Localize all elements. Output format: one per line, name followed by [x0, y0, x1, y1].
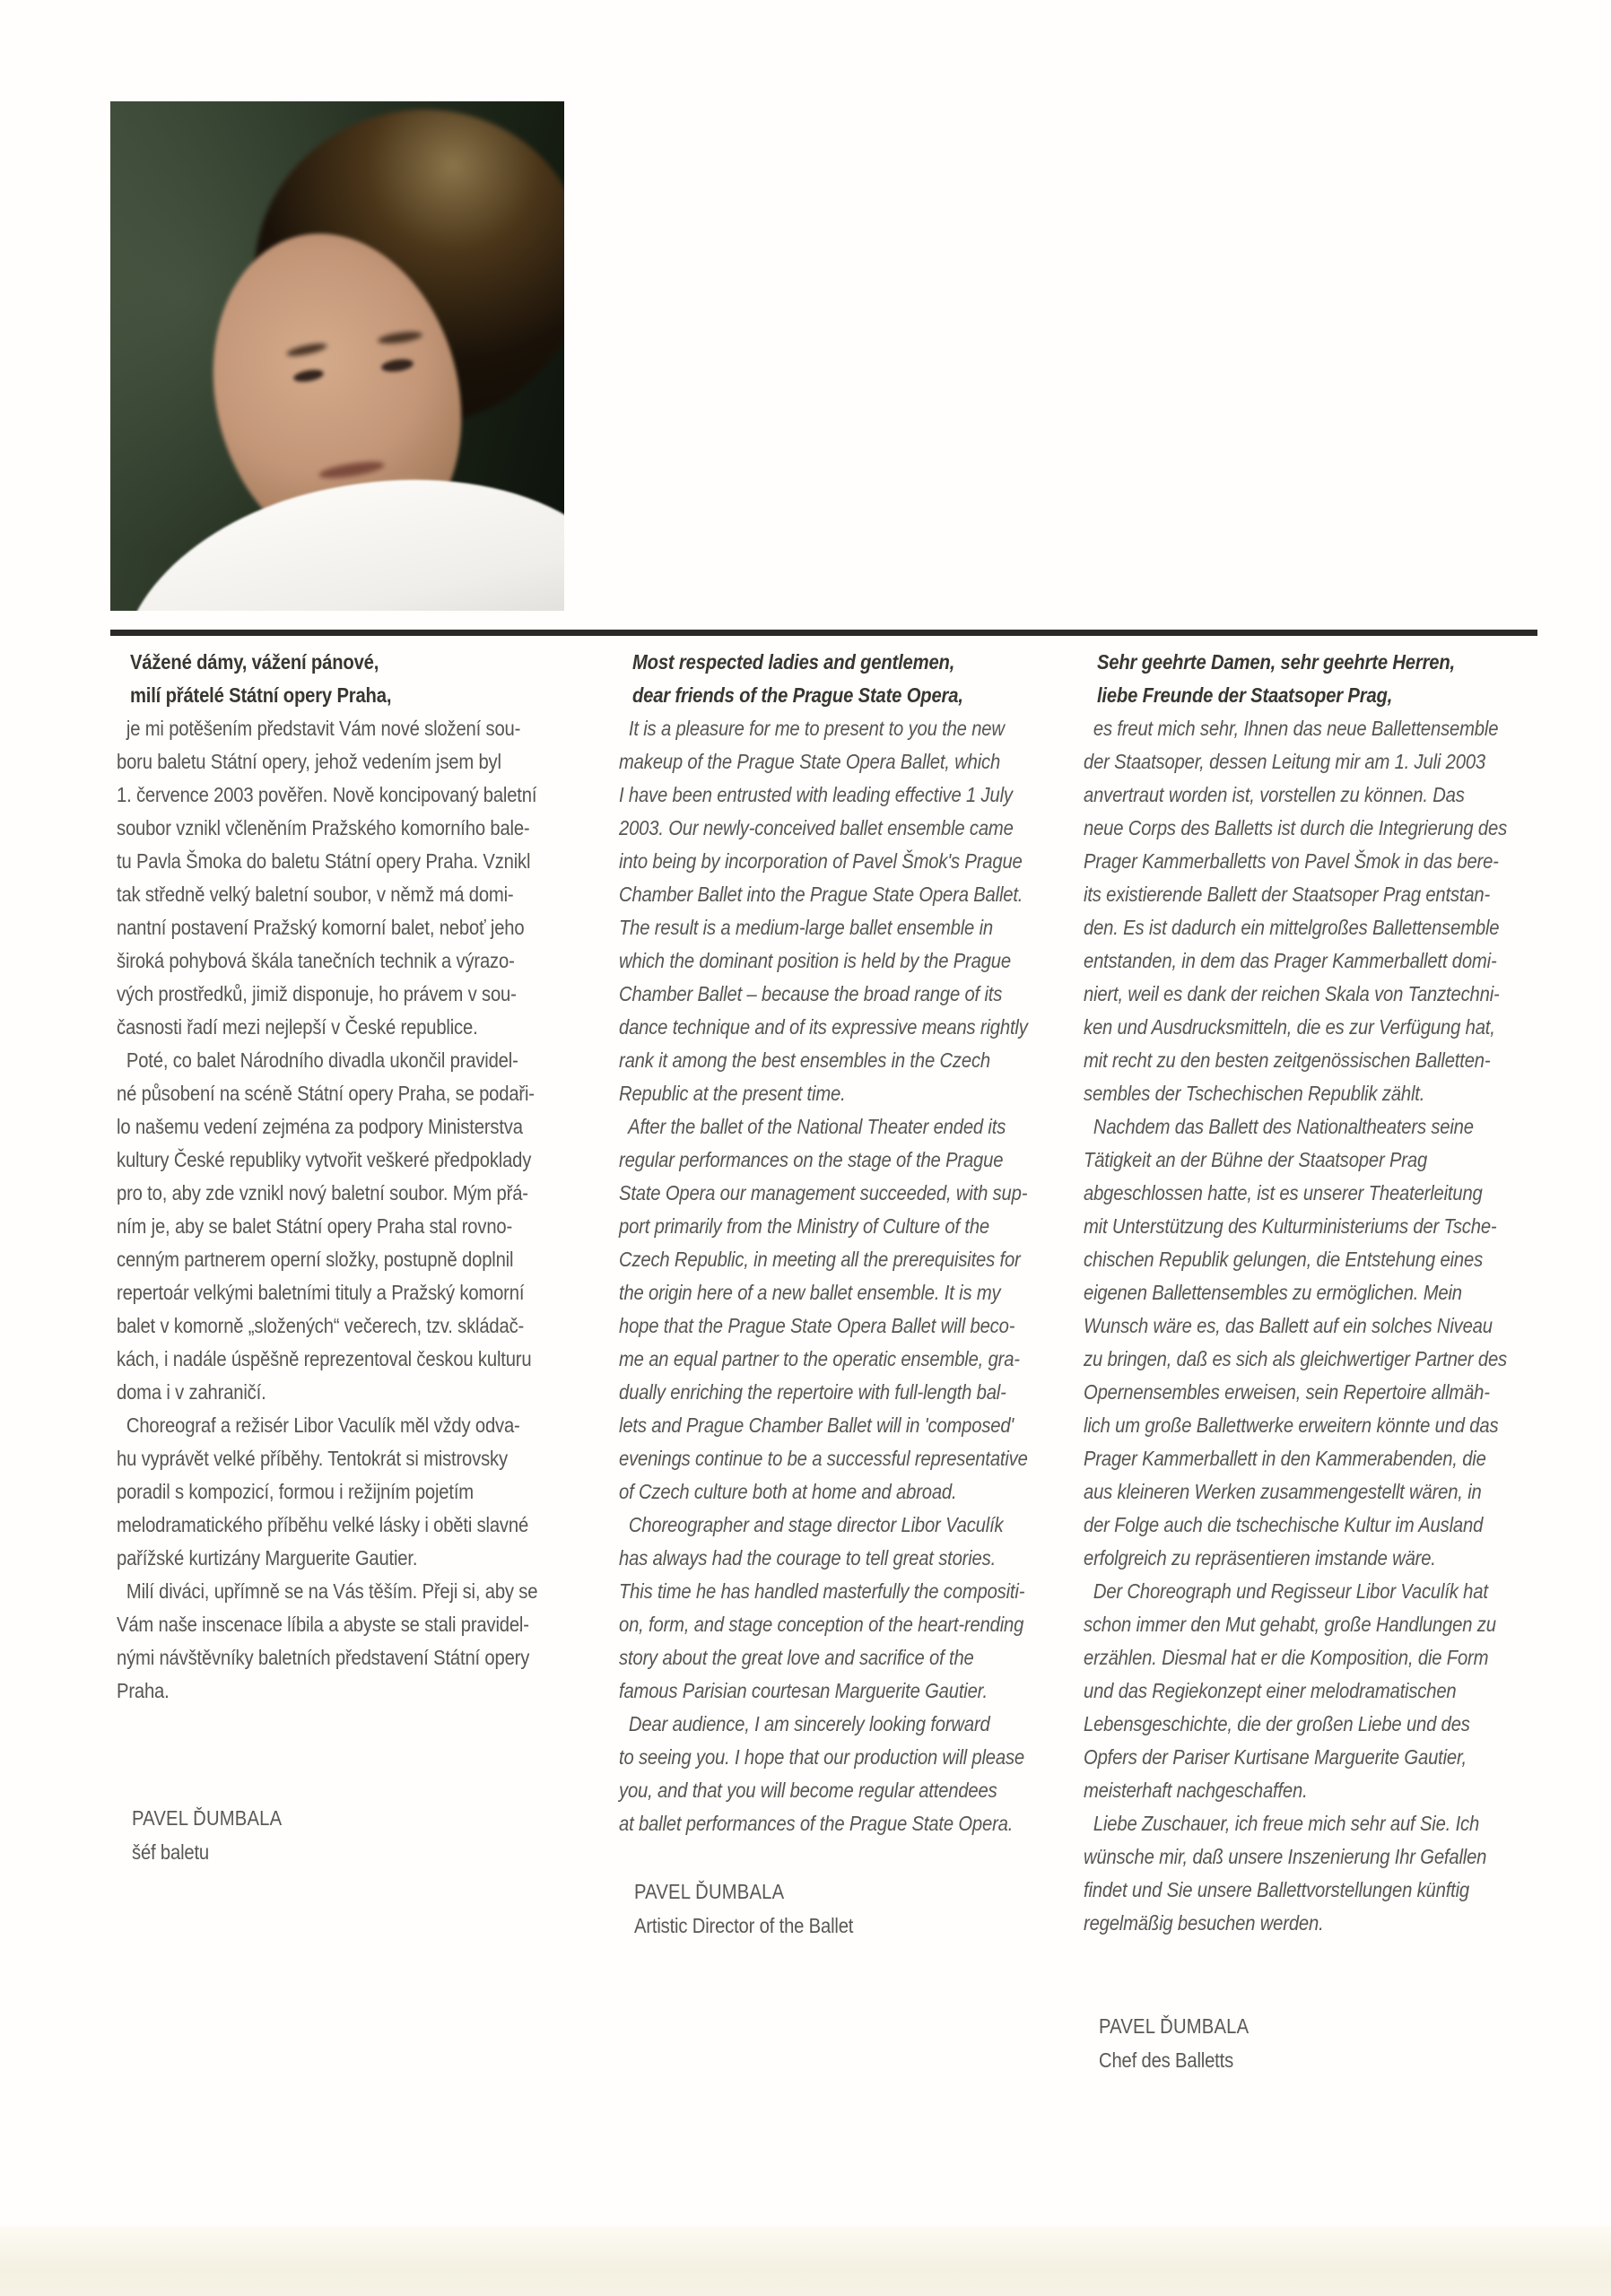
text-line: cenným partnerem operní složky, postupně doplnil [117, 1248, 514, 1271]
text-line: State Opera our management succeeded, with sup- [619, 1181, 1028, 1205]
text-line: der Staatsoper, dessen Leitung mir am 1. Juli 2003 [1084, 750, 1486, 773]
text-line: makeup of the Prague State Opera Ballet, which [619, 750, 1001, 773]
text-line: tak středně velký baletní soubor, v němž má domi- [117, 883, 514, 906]
text-line: Opfers der Pariser Kurtisane Marguerite Gautier, [1084, 1745, 1467, 1769]
text-line: Chamber Ballet into the Prague State Opera Ballet. [619, 883, 1023, 906]
german-body-text [1084, 712, 1526, 1940]
text-line: Nachdem das Ballett des Nationaltheaters seine [1084, 1115, 1474, 1138]
text-line: široká pohybová škála tanečních technik a výrazo- [117, 949, 515, 972]
czech-body-text [117, 712, 559, 1708]
text-line: I have been entrusted with leading effective 1 July [619, 783, 1013, 806]
text-line: you, and that you will become regular attendees [619, 1779, 997, 1802]
text-line: port primarily from the Ministry of Culture of the [619, 1214, 990, 1238]
text-line: hope that the Prague State Opera Ballet will beco- [619, 1314, 1015, 1337]
signature-name: PAVEL ĎUMBALA [132, 1806, 283, 1830]
text-line: pařížské kurtizány Marguerite Gautier. [117, 1546, 418, 1570]
text-line: kultury České republiky vytvořit veškeré předpoklady [117, 1148, 532, 1171]
text-line: famous Parisian courtesan Marguerite Gautier. [619, 1679, 988, 1702]
text-line: regelmäßig besuchen werden. [1084, 1911, 1324, 1935]
text-line: neue Corps des Balletts ist durch die Integrierung des [1084, 816, 1508, 839]
text-line: story about the great love and sacrifice of the [619, 1646, 974, 1669]
czech-heading [117, 646, 559, 712]
text-line: Choreograf a režisér Libor Vaculík měl vždy odva- [117, 1413, 520, 1437]
text-line: eigenen Ballettensembles zu ermöglichen. Mein [1084, 1281, 1462, 1304]
column-german [1084, 646, 1526, 1940]
signature-english [634, 1874, 853, 1943]
text-line: on, form, and stage conception of the heart-rending [619, 1613, 1024, 1636]
text-line: Prager Kammerballett in den Kammerabenden, die [1084, 1447, 1486, 1470]
text-line: Tätigkeit an der Bühne der Staatsoper Prag [1084, 1148, 1428, 1171]
text-line: It is a pleasure for me to present to you the new [619, 717, 1005, 740]
signature-german [1099, 2009, 1249, 2077]
signature-role: šéf baletu [132, 1840, 210, 1864]
portrait-photo [110, 101, 564, 611]
scan-edge-band [0, 2226, 1611, 2296]
text-line: poradil s kompozicí, formou i režijním pojetím [117, 1480, 474, 1503]
text-line: evenings continue to be a successful representative [619, 1447, 1028, 1470]
text-line: its existierende Ballett der Staatsoper Prag entstan- [1084, 883, 1491, 906]
text-line: at ballet performances of the Prague State Opera. [619, 1812, 1014, 1835]
text-line: The result is a medium-large ballet ensemble in [619, 916, 993, 939]
text-line: den. Es ist dadurch ein mittelgroßes Ballettensemble [1084, 916, 1500, 939]
text-line: und das Regiekonzept einer melodramatischen [1084, 1679, 1457, 1702]
text-line: rank it among the best ensembles in the Czech [619, 1048, 990, 1072]
text-line: kách, i nadále úspěšně reprezentoval českou kulturu [117, 1347, 532, 1370]
text-line: es freut mich sehr, Ihnen das neue Ballettensemble [1084, 717, 1499, 740]
text-line: schon immer den Mut gehabt, große Handlungen zu [1084, 1613, 1496, 1636]
heading-line: liebe Freunde der Staatsoper Prag, [1096, 683, 1393, 707]
text-line: Republic at the present time. [619, 1082, 846, 1105]
text-line: né působení na scéně Státní opery Praha, se podaři- [117, 1082, 535, 1105]
text-line: dually enriching the repertoire with full-length bal- [619, 1380, 1006, 1404]
text-line: Liebe Zuschauer, ich freue mich sehr auf Sie. Ich [1084, 1812, 1480, 1835]
text-line: 2003. Our newly-conceived ballet ensemble came [619, 816, 1014, 839]
text-line: hu vyprávět velké příběhy. Tentokrát si mistrovsky [117, 1447, 508, 1470]
text-line: boru baletu Státní opery, jehož vedením jsem byl [117, 750, 501, 773]
text-line: Milí diváci, upřímně se na Vás těším. Přeji si, aby se [117, 1579, 538, 1603]
text-line: melodramatického příběhu velké lásky i oběti slavné [117, 1513, 529, 1536]
text-line: me an equal partner to the operatic ensemble, gra- [619, 1347, 1020, 1370]
text-line: lich um große Ballettwerke erweitern könnte und das [1084, 1413, 1499, 1437]
text-line: Lebensgeschichte, die der großen Liebe und des [1084, 1712, 1470, 1735]
text-line: Opernensembles erweisen, sein Repertoire allmäh- [1084, 1380, 1490, 1404]
text-line: erfolgreich zu repräsentieren imstande wäre. [1084, 1546, 1436, 1570]
text-line: Czech Republic, in meeting all the prerequisites for [619, 1248, 1021, 1271]
text-line: Choreographer and stage director Libor Vaculík [619, 1513, 1004, 1536]
column-czech [117, 646, 559, 1708]
text-line: which the dominant position is held by the Prague [619, 949, 1011, 972]
text-line: chischen Republik gelungen, die Entstehung eines [1084, 1248, 1484, 1271]
text-line: regular performances on the stage of the Prague [619, 1148, 1004, 1171]
text-line: meisterhaft nachgeschaffen. [1084, 1779, 1308, 1802]
text-line: sembles der Tschechischen Republik zählt. [1084, 1082, 1425, 1105]
text-line: mit recht zu den besten zeitgenössischen Balletten- [1084, 1048, 1491, 1072]
heading-line: Sehr geehrte Damen, sehr geehrte Herren, [1096, 650, 1455, 674]
signature-name: PAVEL ĎUMBALA [634, 1880, 785, 1903]
english-body-text [619, 712, 1061, 1840]
text-line: Praha. [117, 1679, 170, 1702]
text-line: anvertraut worden ist, vorstellen zu können. Das [1084, 783, 1465, 806]
text-line: doma i v zahraničí. [117, 1380, 266, 1404]
text-line: niert, weil es dank der reichen Skala von Tanztechni- [1084, 982, 1500, 1005]
text-line: has always had the courage to tell great stories. [619, 1546, 997, 1570]
text-line: je mi potěšením představit Vám nové složení sou- [117, 717, 521, 740]
text-line: After the ballet of the National Theater ended its [619, 1115, 1006, 1138]
heading-line: milí přátelé Státní opery Praha, [129, 683, 392, 707]
text-line: vých prostředků, jimiž disponuje, ho právem v sou- [117, 982, 517, 1005]
text-line: erzählen. Diesmal hat er die Komposition, die Form [1084, 1646, 1489, 1669]
text-line: entstanden, in dem das Prager Kammerballett domi- [1084, 949, 1497, 972]
text-line: pro to, aby zde vznikl nový baletní soubor. Mým přá- [117, 1181, 528, 1205]
english-heading [619, 646, 1061, 712]
text-line: tu Pavla Šmoka do baletu Státní opery Praha. Vznikl [117, 849, 531, 873]
text-line: This time he has handled masterfully the compositi- [619, 1579, 1025, 1603]
text-line: into being by incorporation of Pavel Šmok's Prague [619, 849, 1023, 873]
text-line: 1. července 2003 pověřen. Nově koncipovaný baletní [117, 783, 537, 806]
text-line: ním je, aby se balet Státní opery Praha stal rovno- [117, 1214, 513, 1238]
text-line: lets and Prague Chamber Ballet will in 'composed' [619, 1413, 1014, 1437]
text-line: to seeing you. I hope that our production will please [619, 1745, 1025, 1769]
signature-role: Chef des Balletts [1099, 2048, 1234, 2072]
text-line: ken und Ausdrucksmitteln, die es zur Verfügung hat, [1084, 1015, 1495, 1039]
text-line: Dear audience, I am sincerely looking forward [619, 1712, 990, 1735]
text-line: repertoár velkými baletními tituly a Pražský komorní [117, 1281, 525, 1304]
text-line: der Folge auch die tschechische Kultur im Ausland [1084, 1513, 1484, 1536]
text-line: soubor vznikl včleněním Pražského komorního bale- [117, 816, 530, 839]
heading-line: Vážené dámy, vážení pánové, [129, 650, 379, 674]
signature-czech [132, 1801, 282, 1869]
heading-line: dear friends of the Prague State Opera, [631, 683, 963, 707]
text-line: Prager Kammerballetts von Pavel Šmok in das bere- [1084, 849, 1499, 873]
text-line: aus kleineren Werken zusammengestellt wären, in [1084, 1480, 1482, 1503]
text-line: abgeschlossen hatte, ist es unserer Theaterleitung [1084, 1181, 1483, 1205]
text-line: zu bringen, daß es sich als gleichwertiger Partner des [1084, 1347, 1508, 1370]
text-line: balet v komorně „složených“ večerech, tzv. skládač- [117, 1314, 525, 1337]
text-line: Vám naše inscenace líbila a abyste se stali pravidel- [117, 1613, 529, 1636]
text-line: mit Unterstützung des Kulturministeriums der Tsche- [1084, 1214, 1497, 1238]
signature-role: Artistic Director of the Ballet [634, 1914, 854, 1937]
text-line: Der Choreograph und Regisseur Libor Vaculík hat [1084, 1579, 1488, 1603]
text-line: the origin here of a new ballet ensemble. It is my [619, 1281, 1001, 1304]
text-line: Poté, co balet Národního divadla ukončil pravidel- [117, 1048, 518, 1072]
text-line: wünsche mir, daß unsere Inszenierung Ihr Gefallen [1084, 1845, 1487, 1868]
signature-name: PAVEL ĎUMBALA [1099, 2014, 1250, 2038]
text-line: Chamber Ballet – because the broad range of its [619, 982, 1003, 1005]
text-line: nantní postavení Pražský komorní balet, neboť jeho [117, 916, 525, 939]
german-heading [1084, 646, 1526, 712]
text-line: časnosti řadí mezi nejlepší v České republice. [117, 1015, 478, 1039]
text-line: nými návštěvníky baletních představení Státní opery [117, 1646, 530, 1669]
text-line: findet und Sie unsere Ballettvorstellungen künftig [1084, 1878, 1470, 1901]
heading-line: Most respected ladies and gentlemen, [631, 650, 955, 674]
text-line: Wunsch wäre es, das Ballett auf ein solches Niveau [1084, 1314, 1493, 1337]
divider-rule [110, 630, 1537, 636]
column-english [619, 646, 1061, 1840]
text-line: lo našemu vedení zejména za podpory Ministerstva [117, 1115, 523, 1138]
text-line: dance technique and of its expressive means rightly [619, 1015, 1028, 1039]
text-line: of Czech culture both at home and abroad. [619, 1480, 957, 1503]
